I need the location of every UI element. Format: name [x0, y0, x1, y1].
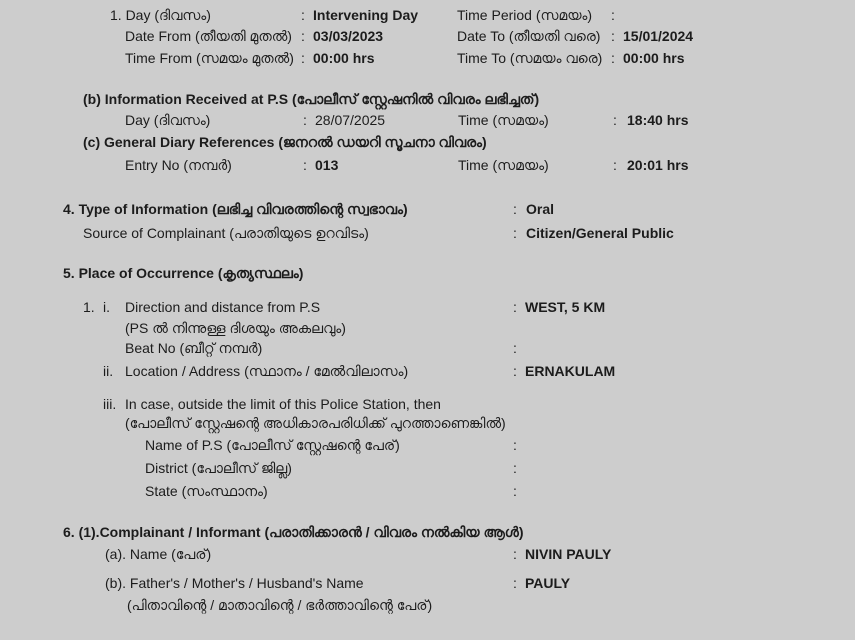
- direction-malayalam: (PS ൽ നിന്നുള്ള ദിശയും അകലവും): [125, 320, 346, 336]
- time-to-colon: :: [611, 50, 615, 66]
- district-label: District (പോലീസ് ജില്ല): [145, 460, 292, 476]
- day-colon: :: [301, 7, 305, 23]
- state-colon: :: [513, 483, 517, 499]
- received-time-label: Time (സമയം): [458, 112, 549, 128]
- received-day-label: Day (ദിവസം): [125, 112, 211, 128]
- received-day-value: 28/07/2025: [315, 112, 386, 128]
- date-to-colon: :: [611, 28, 615, 44]
- location-colon: :: [513, 363, 517, 379]
- item-number: 1.: [83, 299, 95, 315]
- diary-time-value: 20:01 hrs: [627, 157, 689, 173]
- location-value: ERNAKULAM: [525, 363, 616, 379]
- entry-no-colon: :: [303, 157, 307, 173]
- received-time-colon: :: [613, 112, 617, 128]
- time-from-label: Time From (സമയം മുതൽ): [125, 50, 294, 66]
- received-time-value: 18:40 hrs: [627, 112, 689, 128]
- time-to-value: 00:00 hrs: [623, 50, 685, 66]
- name-label: (a). Name (പേര്): [105, 546, 212, 562]
- beat-no-colon: :: [513, 340, 517, 356]
- place-of-occurrence-heading: 5. Place of Occurrence (കൃത്യസ്ഥലം): [63, 265, 304, 281]
- time-to-label: Time To (സമയം വരെ): [457, 50, 603, 66]
- state-label: State (സംസ്ഥാനം): [145, 483, 268, 499]
- time-period-colon: :: [611, 7, 615, 23]
- entry-no-value: 013: [315, 157, 339, 173]
- ps-name-colon: :: [513, 437, 517, 453]
- district-colon: :: [513, 460, 517, 476]
- day-label: 1. Day (ദിവസം): [110, 7, 211, 23]
- roman-iii: iii.: [103, 396, 117, 412]
- info-received-heading: (b) Information Received at P.S (പോലീസ് സ്റ്റേഷനിൽ വിവരം ലഭിച്ചത്): [83, 91, 540, 107]
- type-of-information-heading: 4. Type of Information (ലഭിച്ച വിവരത്തിന്റെ സ്വഭാവം): [63, 201, 408, 217]
- type-of-information-value: Oral: [526, 201, 555, 217]
- ps-name-label: Name of P.S (പോലീസ് സ്റ്റേഷന്റെ പേര്): [145, 437, 400, 453]
- source-value: Citizen/General Public: [526, 225, 674, 241]
- roman-i: i.: [103, 299, 110, 315]
- direction-label: Direction and distance from P.S: [125, 299, 321, 315]
- diary-time-label: Time (സമയം): [458, 157, 549, 173]
- date-from-colon: :: [301, 28, 305, 44]
- source-colon: :: [513, 225, 517, 241]
- father-name-colon: :: [513, 575, 517, 591]
- received-day-colon: :: [303, 112, 307, 128]
- name-value: NIVIN PAULY: [525, 546, 612, 562]
- roman-ii: ii.: [103, 363, 114, 379]
- father-name-value: PAULY: [525, 575, 571, 591]
- date-to-label: Date To (തീയതി വരെ): [457, 28, 601, 44]
- diary-time-colon: :: [613, 157, 617, 173]
- date-from-label: Date From (തീയതി മുതൽ): [125, 28, 292, 44]
- name-colon: :: [513, 546, 517, 562]
- direction-colon: :: [513, 299, 517, 315]
- beat-no-label: Beat No (ബീറ്റ് നമ്പർ): [125, 340, 263, 356]
- outside-limit-malayalam: (പോലീസ് സ്റ്റേഷന്റെ അധികാരപരിധിക്ക് പുറത്താണെങ്കിൽ): [125, 415, 506, 431]
- type-of-information-colon: :: [513, 201, 517, 217]
- day-value: Intervening Day: [313, 7, 419, 23]
- father-name-label: (b). Father's / Mother's / Husband's Name: [105, 575, 364, 591]
- outside-limit-label: In case, outside the limit of this Police Station, then: [125, 396, 441, 412]
- time-from-value: 00:00 hrs: [313, 50, 375, 66]
- source-label: Source of Complainant (പരാതിയുടെ ഉറവിടം): [83, 225, 369, 241]
- entry-no-label: Entry No (നമ്പർ): [125, 157, 232, 173]
- date-from-value: 03/03/2023: [313, 28, 384, 44]
- date-to-value: 15/01/2024: [623, 28, 694, 44]
- father-name-malayalam: (പിതാവിന്റെ / മാതാവിന്റെ / ഭർത്താവിന്റെ പേര്): [127, 597, 433, 613]
- time-from-colon: :: [301, 50, 305, 66]
- location-label: Location / Address (സ്ഥാനം / മേൽവിലാസം): [125, 363, 409, 379]
- complainant-heading: 6. (1).Complainant / Informant (പരാതിക്കാരൻ / വിവരം നൽകിയ ആൾ): [63, 524, 524, 540]
- general-diary-heading: (c) General Diary References (ജനറൽ ഡയറി സൂചനാ വിവരം): [83, 134, 487, 150]
- direction-value: WEST, 5 KM: [525, 299, 606, 315]
- time-period-label: Time Period (സമയം): [457, 7, 593, 23]
